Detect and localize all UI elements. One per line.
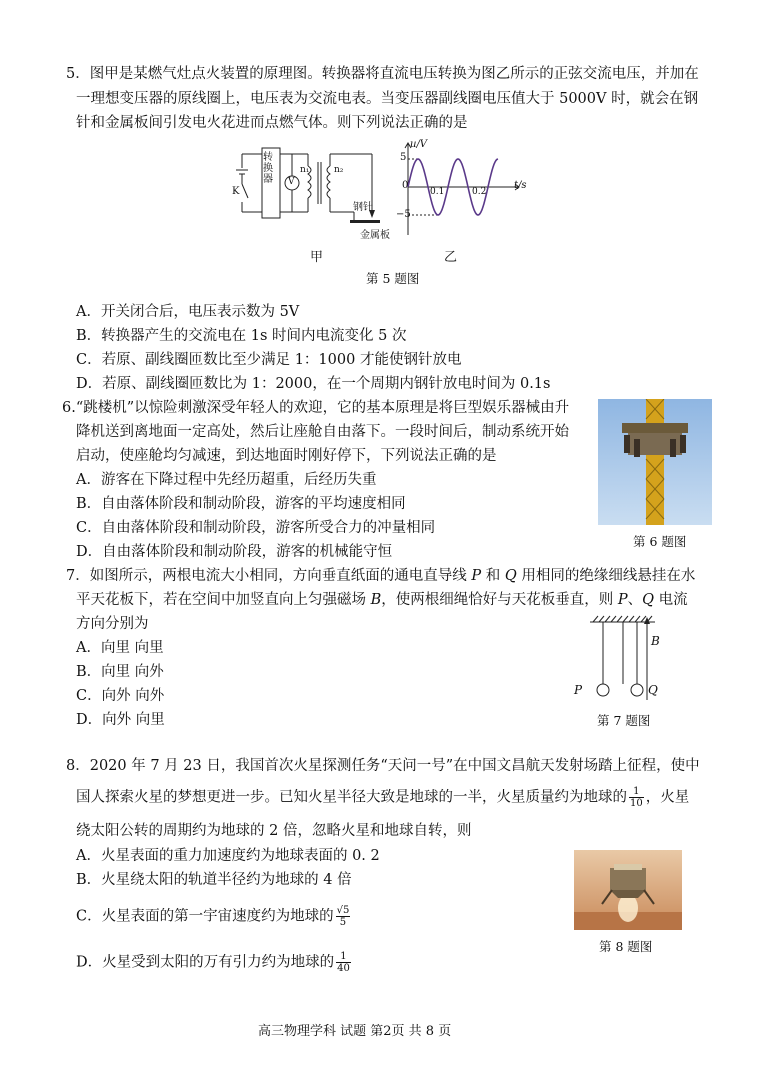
q8-mars-lander-photo: [574, 850, 682, 930]
q6-option-b[interactable]: B．自由落体阶段和制动阶段，游客的平均速度相同: [76, 496, 406, 512]
fraction-1-10: $\frac{1}{10}$: [630, 786, 643, 809]
n2-label: n₂: [334, 165, 344, 175]
q5-stem-line2: 一理想变压器的原线圈上，电压表为交流电表。当变压器副线圈电压值大于 5000V 时，就会在钢: [76, 91, 699, 107]
q7-option-d[interactable]: D．向外 向里: [76, 712, 165, 728]
q6-stem-line2: 降机送到离地面一定高处，然后让座舱自由落下。一段时间后，制动系统开始: [76, 424, 569, 440]
tick-5: 5: [400, 152, 407, 163]
q7-option-a[interactable]: A．向里 向里: [76, 640, 164, 656]
q6-stem-line3: 启动，使座舱均匀减速，到达地面时刚好停下，下列说法正确的是: [76, 448, 497, 464]
axis-t-label: t/s: [514, 180, 527, 191]
n1-label: n₁: [300, 165, 310, 175]
q8-option-c[interactable]: C．火星表面的第一宇宙速度约为地球的 $\frac{√5}{5}$: [76, 905, 350, 928]
page-footer: 高三物理学科 试题 第2页 共 8 页: [258, 1024, 452, 1039]
q7-option-b[interactable]: B．向里 向外: [76, 664, 164, 680]
q5-option-a[interactable]: A．开关闭合后，电压表示数为 5V: [76, 304, 300, 320]
q7-b-label: B: [651, 634, 660, 648]
k-label: K: [232, 186, 240, 197]
q5-stem-line3: 针和金属板间引发电火花进而点燃气体。则下列说法正确的是: [76, 115, 468, 131]
q8-stem-line3: 绕太阳公转的周期约为地球的 2 倍，忽略火星和地球自转，则: [76, 823, 472, 839]
fraction-sqrt5-5: $\frac{√5}{5}$: [336, 905, 350, 928]
q8-stem-line1: 8．2020 年 7 月 23 日，我国首次火星探测任务“天问一号”在中国文昌航天发射场踏上征程，使中: [66, 758, 700, 774]
q5-stem-line1: 5．图甲是某燃气灶点火装置的原理图。转换器将直流电压转换为图乙所示的正弦交流电压，并加在: [66, 66, 699, 82]
q6-option-c[interactable]: C．自由落体阶段和制动阶段，游客所受合力的冲量相同: [76, 520, 436, 536]
needle-label: 钢针: [353, 202, 373, 213]
q8-figure-caption: 第 8 题图: [599, 939, 653, 954]
q5-option-b[interactable]: B．转换器产生的交流电在 1s 时间内电流变化 5 次: [76, 328, 407, 344]
q7-q-label: Q: [648, 683, 658, 697]
q6-stem-line1: 6.“跳楼机”以惊险刺激深受年轻人的欢迎，它的基本原理是将巨型娱乐器械由升: [62, 400, 570, 416]
q5-figure-caption: 第 5 题图: [366, 271, 420, 286]
q7-figure-caption: 第 7 题图: [597, 713, 651, 728]
figure-label-yi: 乙: [444, 250, 458, 265]
q8-option-a[interactable]: A．火星表面的重力加速度约为地球表面的 0. 2: [76, 848, 380, 864]
q8-option-b[interactable]: B．火星绕太阳的轨道半径约为地球的 4 倍: [76, 872, 352, 888]
axis-u-label: u/V: [410, 139, 428, 150]
converter-label: 转换器: [263, 152, 273, 185]
q6-option-a[interactable]: A．游客在下降过程中先经历超重，后经历失重: [76, 472, 377, 488]
q5-option-d[interactable]: D．若原、副线圈匝数比为 1：2000，在一个周期内钢针放电时间为 0.1s: [76, 376, 551, 392]
q7-stem-line2: 平天花板下，若在空间中加竖直向上匀强磁场 B，使两根细绳恰好与天花板垂直，则 P、Q 电流: [76, 592, 688, 608]
q8-stem-line2: 国人探索火星的梦想更进一步。已知火星半径大致是地球的一半，火星质量约为地球的 $\frac{1}{10}$ ，火星: [76, 786, 690, 809]
figure-label-jia: 甲: [310, 250, 324, 265]
q7-stem-line1: 7．如图所示，两根电流大小相同，方向垂直纸面的通电直导线 P 和 Q 用相同的绝缘细线悬挂在水: [66, 568, 696, 584]
q8-option-d[interactable]: D．火星受到太阳的万有引力约为地球的 $\frac{1}{40}$: [76, 951, 350, 974]
q7-stem-line3: 方向分别为: [76, 616, 149, 632]
q7-p-label: P: [574, 683, 583, 697]
tick-0-1: 0.1: [430, 187, 445, 197]
q6-drop-tower-photo: [598, 399, 712, 525]
q7-option-c[interactable]: C．向外 向外: [76, 688, 165, 704]
voltmeter-label: V: [288, 177, 295, 187]
tick-0: 0: [402, 180, 409, 191]
plate-label: 金属板: [360, 230, 390, 241]
tick-minus-5: −5: [396, 209, 411, 220]
fraction-1-40: $\frac{1}{40}$: [337, 951, 350, 974]
q6-figure-caption: 第 6 题图: [633, 534, 687, 549]
q5-option-c[interactable]: C．若原、副线圈匝数比至少满足 1：1000 才能使钢针放电: [76, 352, 462, 368]
q6-option-d[interactable]: D．自由落体阶段和制动阶段，游客的机械能守恒: [76, 544, 393, 560]
tick-0-2: 0.2: [472, 187, 487, 197]
